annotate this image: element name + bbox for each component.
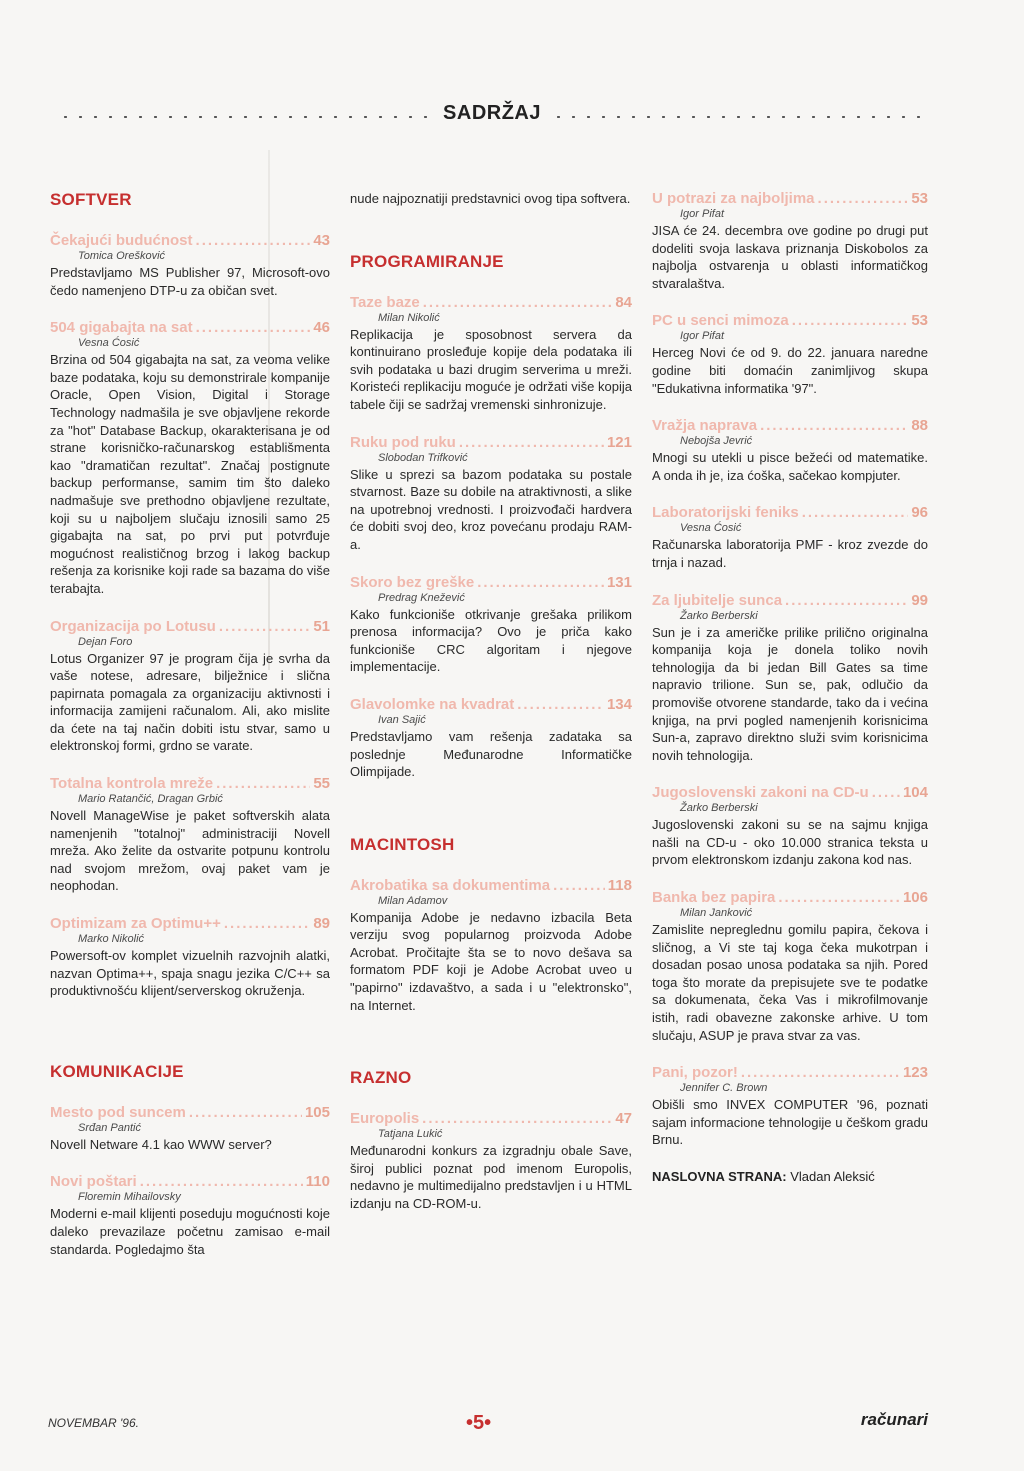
leader-dots [741,1064,900,1081]
article-title: Totalna kontrola mreže [50,775,214,793]
article-page: 105 [304,1103,330,1121]
article-author: Floremin Mihailovsky [78,1191,181,1204]
article-author: Vesna Ćosić [680,522,742,535]
article-page: 106 [902,889,928,907]
article-title: Pani, pozor! [652,1064,738,1082]
article-heading [50,1173,330,1190]
article-entry [50,319,330,597]
article-author: Tatjana Lukić [378,1128,443,1141]
article-author: Nebojša Jevrić [680,435,753,448]
article-entry [350,574,632,676]
article-heading [652,504,928,521]
article-title: Banka bez papira [652,889,776,907]
article-page: 118 [607,876,632,894]
article-heading [652,889,928,906]
article-author: Srđan Pantić [78,1121,141,1134]
leader-dots [196,232,311,249]
article-summary: Predstavljamo MS Publisher 97, Microsoft-ovo čedo namenjeno DTP-u za običan svet. [50,265,330,298]
article-entry [652,784,928,869]
article-title: Čekajući budućnost [50,232,193,249]
article-page: 104 [902,784,928,802]
article-summary: Računarska laboratorija PMF - kroz zvezde do trnja i nazad. [652,537,928,570]
article-title: Optimizam za Optimu++ [50,915,221,933]
cover-credit [652,1169,928,1184]
article-summary: Obišli smo INVEX COMPUTER '96, poznati sajam informacione tehnologije u češkom gradu Brnu. [652,1097,928,1148]
article-title: Jugoslovenski zakoni na CD-u [652,784,869,802]
leader-dots [219,618,310,635]
article-entry [350,294,632,414]
section-razno: RAZNO [350,1068,412,1088]
article-author: Žarko Berberski [680,609,758,622]
article-summary: Predstavljamo vam rešenja zadataka sa poslednje Međunarodne Informatičke Olimpijade. [350,728,632,780]
article-entry [350,696,632,781]
article-heading [50,915,330,932]
article-summary: Powersoft-ov komplet vizuelnih razvojnih alatki, nazvan Optima++, spaja snagu jezika C/C++ sa produktivnošću klijent/serverskog okruženja. [50,948,330,999]
article-author: Predrag Knežević [378,591,465,604]
contents-title: SADRŽAJ [443,101,541,124]
article-author: Igor Pifat [680,208,725,220]
article-heading [350,434,632,451]
issue-date: NOVEMBAR '96. [48,1416,139,1430]
article-entry [50,775,330,895]
article-heading [652,592,928,609]
article-summary: Slike u sprezi sa bazom podataka su postale stvarnost. Baze su dobile na atraktivnosti, a slike na upotrebnoj vrednosti. I proizvođači hardvera će dobiti svoj deo, kroz povećanu prodaju RAM-a. [350,466,632,552]
article-entry [50,1173,330,1258]
article-heading [652,312,928,329]
article-entry [652,417,928,484]
article-summary: Međunarodni konkurs za izgradnju obale Save, široj publici poznat pod imenom Europolis, nedavno je multimedijalno predstavljen i u HTML izdanju na CD-ROM-u. [350,1143,632,1212]
article-summary: Jugoslovenski zakoni su se na sajmu knjiga našli na CD-u - oko 10.000 stranica teksta u prvom elektronskom izdanju zakona kod nas. [652,817,928,868]
article-author: Milan Janković [680,907,753,920]
leader-dots [459,434,604,451]
article-summary: Novell Netware 4.1 kao WWW server? [50,1136,272,1152]
article-title: Organizacija po Lotusu [50,617,216,635]
article-heading [350,877,632,894]
article-summary: Novell ManageWise je paket softverskih alata namenjenih "totalnoj" administraciji Novell mreža. Ako želite da ostvarite potpunu kontrolu nad svojom mrežom, ovaj paket vam je neophodan. [50,808,330,894]
article-author: Dejan Foro [78,635,133,648]
article-heading [652,784,928,801]
article-entry [350,434,632,554]
article-title: Europolis [350,1110,420,1128]
contents-header [58,98,926,128]
article-summary: Brzina od 504 gigabajta na sat, za veoma velike baze podataka, koju su demonstrirale kompanije Oracle, Open Vision, Digital i Storage Technology nadmašila je sve objavljene rekorde za "hot" Database Backup, okarakterisana je od strane korisničko-računarskog establišmenta kao "dramatičan rezultat". Značaj postignute backup performanse, samim tim što daleko nadmašuje sve prethodno objavljene rezultate, koji su u najboljem slučaju iznosili samo 25 gigabajta na sat, po prvi put potvrđuje mogućnost realističnog brzog i lakog backup rešenja za korisnike koji rade sa bazama do više terabajta. [50,352,330,596]
article-summary: Zamislite nepreglednu gomilu papira, čekova i sličnog, a Vi ste taj koga čeka mukotrpan i dosadan posao unosa podataka sa njih. Pored toga što morate da prepisujete sve te podatke sa dokumenata, čeka Vas i mikrofilmovanje istih, radi obavezne zakonske arhive. U tom slučaju, ASUP je prava stvar za vas. [652,922,928,1043]
article-page: 46 [313,319,330,337]
leader-dots [802,504,909,521]
leader-dots [872,784,900,801]
article-title: 504 gigabajta na sat [50,319,193,337]
column-1 [50,190,330,1278]
article-title: Akrobatika sa dokumentima [350,876,551,894]
leader-dots [517,696,604,713]
header-dots-left [58,116,433,118]
article-heading [50,319,330,336]
article-title: Za ljubitelje sunca [652,591,783,609]
article-heading [50,232,330,249]
article-author: Marko Nikolić [78,933,145,946]
article-title: Mesto pod suncem [50,1103,186,1121]
leader-dots [553,877,605,894]
leader-dots [423,294,613,311]
column-2 [350,190,632,1233]
article-page: 43 [313,232,330,249]
article-author: Jennifer C. Brown [680,1082,768,1095]
article-author: Slobodan Trifković [378,451,468,464]
article-page: 88 [911,417,928,435]
article-page: 134 [606,695,632,713]
section-macintosh: MACINTOSH [350,834,455,854]
article-entry [50,915,330,1000]
article-heading [50,775,330,792]
leader-dots [785,592,908,609]
article-heading [50,1104,330,1121]
article-summary: Moderni e-mail klijenti poseduju mogućnosti koje daleko prevazilaze početnu zamisao e-mail standarda. Pogledajmo šta [50,1206,330,1257]
article-page: 84 [615,293,632,311]
cover-credit-label: NASLOVNA STRANA: [652,1169,787,1184]
article-entry [350,1110,632,1212]
article-page: 110 [305,1173,330,1191]
article-title: Novi poštari [50,1173,137,1191]
article-summary: Replikacija je sposobnost servera da kontinuirano prosleđuje kopije dela podataka ili svih podataka u bazi drugim serverima u mreži. Koristeći replikaciju moguće je održati više kopija tabele čiji se sadržaj vremenski sinhronizuje. [350,326,632,412]
article-heading [652,417,928,434]
header-dots-right [551,116,926,118]
leader-dots [216,775,310,792]
article-entry [652,592,928,765]
section-softver: SOFTVER [50,190,132,209]
article-entry [50,618,330,756]
article-entry [652,504,928,571]
article-page: 131 [606,573,632,591]
article-summary: Kako funkcioniše otkrivanje grešaka prilikom prenosa informacija? Ovo je priča kako funkcioniše CRC algoritam i njegove implementacije. [350,606,632,675]
article-author: Vesna Ćosić [78,337,140,350]
leader-dots [477,574,604,591]
leader-dots [189,1104,302,1121]
magazine-logo: računari [860,1410,928,1429]
article-author: Igor Pifat [680,330,725,343]
article-summary: JISA će 24. decembra ove godine po drugi put dodeliti svoja laskava priznanja Diskobolos za najbolja ostvarenja u oblasti informatičkog stvaralaštva. [652,223,928,291]
leader-dots [196,319,311,336]
leader-dots [818,190,909,207]
article-heading [350,574,632,591]
article-title: Skoro bez greške [350,573,475,591]
section-programiranje: PROGRAMIRANJE [350,251,504,271]
article-page: 89 [313,915,330,933]
article-page: 53 [911,312,928,330]
leader-dots [760,417,908,434]
article-entry [50,1104,330,1154]
leader-dots [224,915,310,932]
article-page: 55 [313,775,330,793]
article-page: 99 [911,591,928,609]
article-summary: Kompanija Adobe je nedavno izbacila Beta verziju svog popularnog proizvoda Adobe Acrobat. Pročitajte šta se to novo dešava sa formatom PDF koji je Adobe Acrobat uveo u "papirno" izdavaštvo, a sada i u "elektronsko", na Internet. [350,909,632,1013]
article-page: 96 [911,504,928,522]
article-author: Milan Nikolić [378,311,440,324]
article-heading [50,618,330,635]
article-heading [652,1064,928,1081]
article-title: Taze baze [350,293,420,311]
article-summary: Herceg Novi će od 9. do 22. januara naredne godine biti domaćin zanimljivog skupa "Edukativna informatika '97". [652,345,928,396]
article-heading [350,696,632,713]
article-heading [652,190,928,207]
article-entry [350,877,632,1015]
article-author: Žarko Berberski [680,802,758,815]
article-page: 53 [911,190,928,207]
article-page: 51 [313,617,330,635]
article-title: Laboratorijski feniks [652,504,799,522]
leader-dots [792,312,909,329]
article-heading [350,294,632,311]
article-entry [50,232,330,299]
section-komunikacije: KOMUNIKACIJE [50,1061,184,1081]
column-3 [652,190,928,1184]
article-entry [652,190,928,292]
article-title: PC u senci mimoza [652,312,789,330]
article-title: Ruku pod ruku [350,433,456,451]
article-author: Ivan Sajić [378,713,426,726]
article-summary: Mnogi su utekli u pisce bežeći od matematike. A onda ih je, iza ćoška, sačekao kompjuter. [652,450,928,483]
cover-credit-value: Vladan Aleksić [790,1169,875,1184]
article-summary: Lotus Organizer 97 je program čija je svrha da vaše notese, adresare, bilježnice i slična papirnata pomagala za organizaciju aktivnosti i informacija zamijeni računalom. Ali, ako mislite da ćete na taj način dobiti istu stvar, samo u elektronskoj formi, grdno se varate. [50,650,330,754]
article-entry [652,1064,928,1149]
article-entry [652,889,928,1044]
article-page: 47 [615,1110,632,1128]
page-number: •5• [466,1412,492,1434]
article-page: 121 [606,433,632,451]
leader-dots [422,1110,612,1127]
article-summary: Sun je i za američke prilike prilično originalna kompanija koja je donela toliko novih tehnologija da bi jedan Bill Gates sa time napravio trilione. Sun se, pak, odlučio da promoviše otvorene standarde, tako da i većina knjiga, na prvi pogled namenjenih korisnicima Sun-a, zapravo direktno služi svim korisnicima novih tehnologija. [652,624,928,763]
article-page: 123 [902,1064,928,1082]
article-heading [350,1110,632,1127]
article-title: Vražja naprava [652,417,758,435]
leader-dots [778,889,900,906]
article-author: Mario Ratančić, Dragan Grbić [78,793,223,806]
article-entry [652,312,928,397]
article-author: Tomica Orešković [78,250,166,262]
article-title: U potrazi za najboljima [652,190,815,207]
article-title: Glavolomke na kvadrat [350,695,515,713]
article-author: Milan Adamov [378,894,448,907]
continued-text: nude najpoznatiji predstavnici ovog tipa softvera. [350,191,631,206]
leader-dots [140,1173,303,1190]
